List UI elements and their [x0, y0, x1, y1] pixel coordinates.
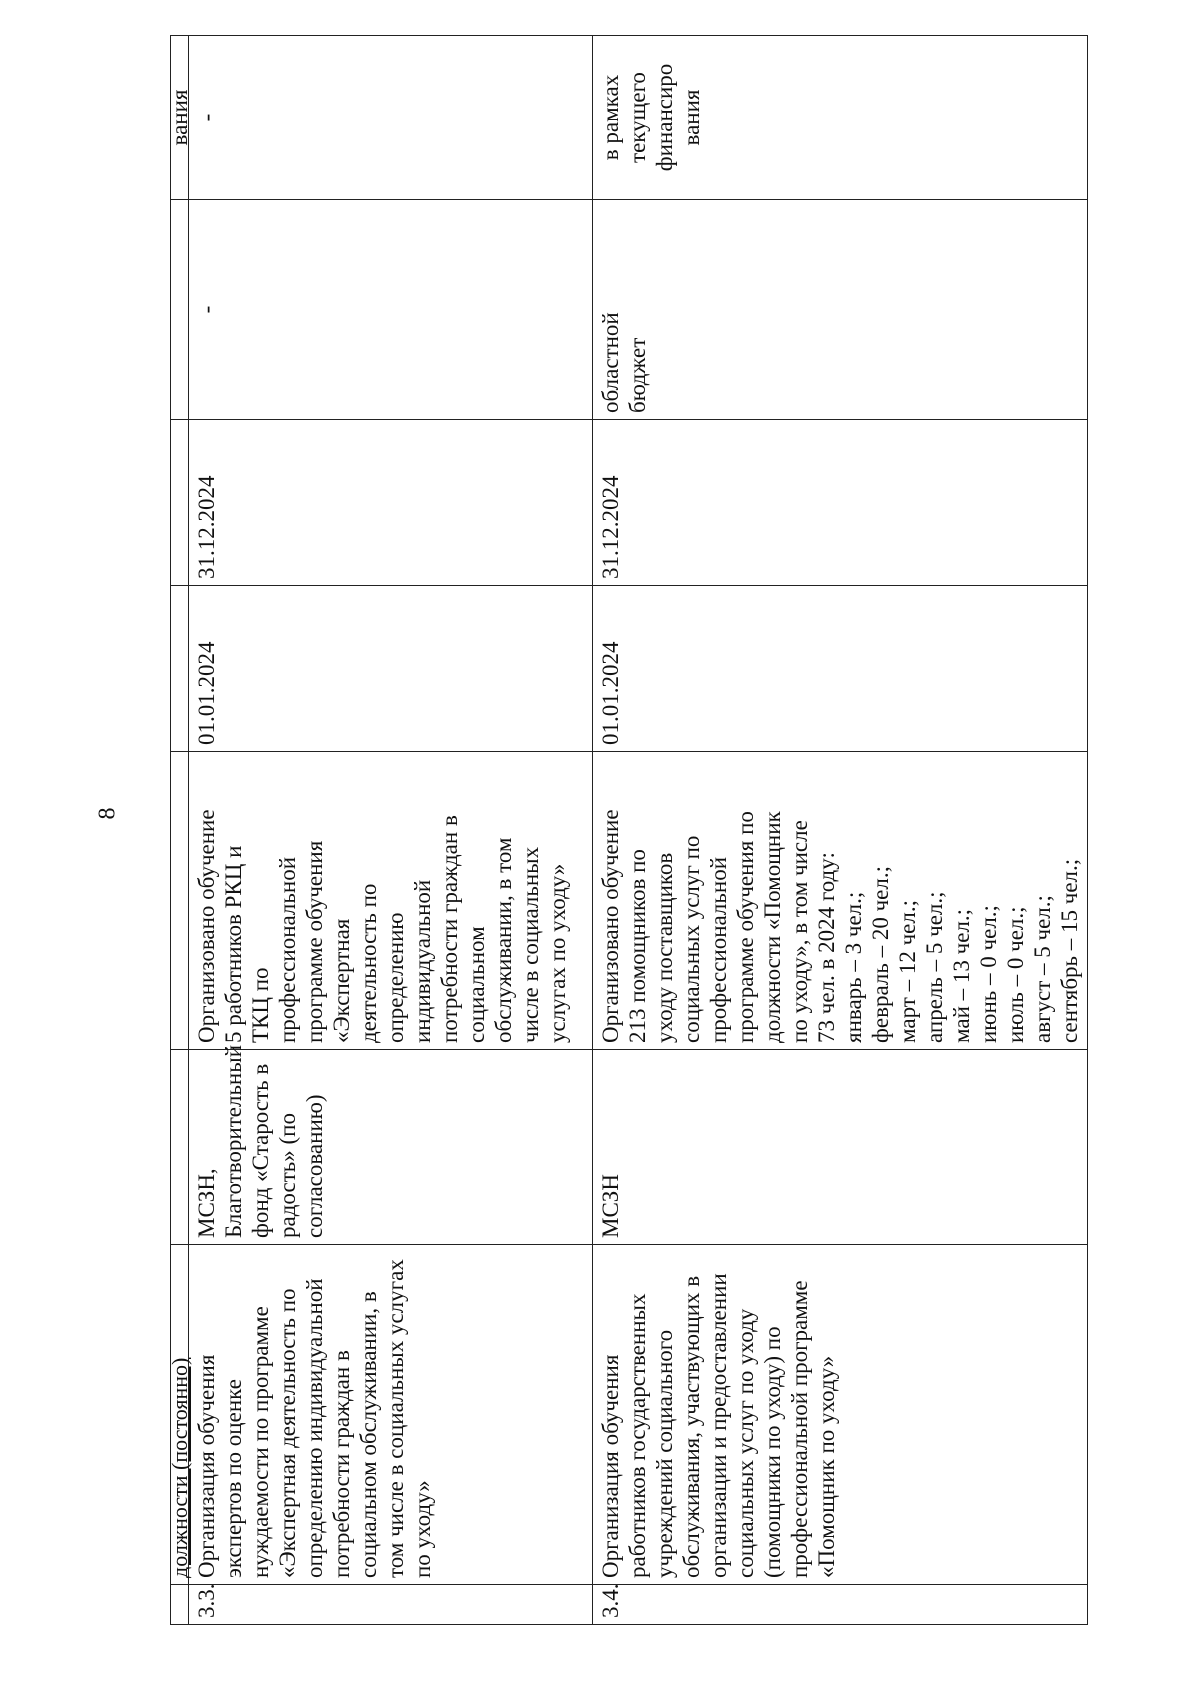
month-item: апрель – 5 чел.; — [922, 891, 947, 1043]
expected-result: Организовано обучение 5 работников РКЦ и ТКЦ по профессиональной программе обучения «Экспертная деятельность по определению индивидуальной потребности граждан в социальном обслуживании, в том числе в социальных услугах по уходу» — [189, 752, 593, 1050]
month-item: март – 12 чел.; — [895, 900, 920, 1043]
monthly-breakdown — [840, 758, 1083, 1043]
carry-cell-responsible — [171, 1050, 189, 1245]
table-row — [593, 36, 1088, 1625]
table-row — [189, 36, 593, 1625]
month-item: январь – 3 чел.; — [841, 891, 866, 1043]
table-row-carryover — [171, 36, 189, 1625]
end-date: 31.12.2024 — [189, 420, 593, 586]
budget-source: областной бюджет — [593, 200, 1088, 420]
rotated-table-container — [167, 35, 1082, 1625]
carry-cell-funding: вания — [171, 36, 189, 200]
carry-cell-start — [171, 586, 189, 752]
month-item: июль – 0 чел.; — [1003, 906, 1028, 1043]
carry-cell-result — [171, 752, 189, 1050]
row-number: 3.4. — [593, 1585, 1088, 1625]
page-number: 8 — [94, 807, 121, 820]
result-intro: Организовано обучение 213 помощников по уходу поставщиков социальных услуг по профессиональной программе обучения по должности «Помощник по уходу», в том числе 73 чел. в 2024 году: — [598, 809, 839, 1043]
carry-cell-num — [171, 1585, 189, 1625]
start-date: 01.01.2024 — [189, 586, 593, 752]
activity-name: Организация обучения экспертов по оценке нуждаемости по программе «Экспертная деятельность по определению индивидуальной потребности граждан в социальном обслуживании, в том числе в социальных услугах по уходу» — [189, 1245, 593, 1585]
carry-cell-end — [171, 420, 189, 586]
activity-name: Организация обучения работников государственных учреждений социального обслуживания, участвующих в организации и предоставлении социальных услуг по уходу (помощники по уходу) по профессиональной программе «Помощник по уходу» — [593, 1245, 1088, 1585]
month-item: май – 13 чел.; — [949, 908, 974, 1043]
row-number: 3.3. — [189, 1585, 593, 1625]
funding-volume: - — [189, 36, 593, 200]
carryover-name-text: должности (постоянно) — [167, 1357, 192, 1578]
expected-result — [593, 752, 1088, 1050]
carry-cell-name — [167, 1245, 192, 1585]
end-date: 31.12.2024 — [593, 420, 1088, 586]
budget-source: - — [189, 200, 593, 420]
month-item: сентябрь – 15 чел.; — [1057, 858, 1082, 1043]
month-item: август – 5 чел.; — [1030, 895, 1055, 1043]
responsible: МСЗН, Благотворительный фонд «Старость в радость» (по согласованию) — [189, 1050, 593, 1245]
month-item: февраль – 20 чел.; — [868, 866, 893, 1043]
start-date: 01.01.2024 — [593, 586, 1088, 752]
carry-cell-budget — [171, 200, 189, 420]
plan-table — [167, 35, 1088, 1625]
responsible: МСЗН — [593, 1050, 1088, 1245]
funding-volume: в рамках текущего финансиро вания — [593, 36, 1088, 200]
month-item: июнь – 0 чел.; — [976, 905, 1001, 1043]
